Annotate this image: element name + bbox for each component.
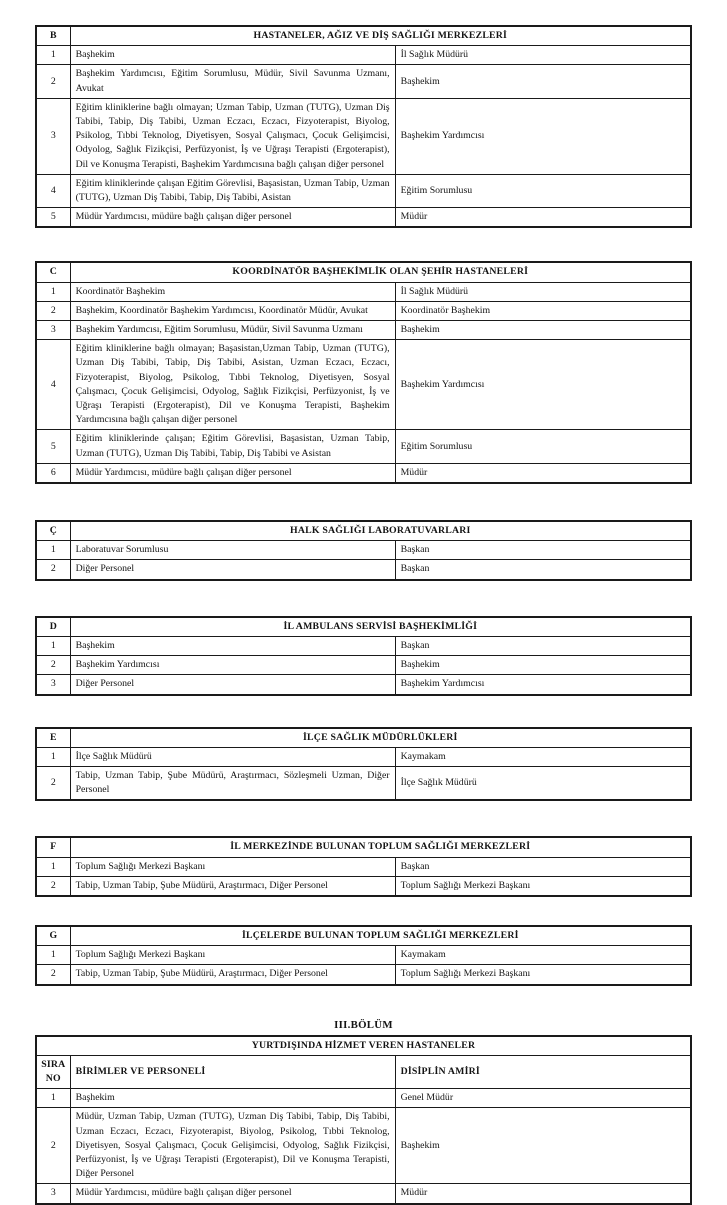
personnel-cell: Başhekim Yardımcısı, Eğitim Sorumlusu, Müdür, Sivil Savunma Uzmanı, Avukat	[70, 65, 395, 98]
personnel-cell: İlçe Sağlık Müdürü	[70, 747, 395, 766]
section-3-heading: III.BÖLÜM	[334, 1018, 393, 1031]
section-table-B	[35, 25, 692, 228]
table-header-row	[36, 728, 691, 748]
row-number: 3	[36, 675, 70, 695]
column-header-row	[36, 1055, 691, 1088]
table-title: HASTANELER, AĞIZ VE DİŞ SAĞLIĞI MERKEZLERİ	[70, 26, 691, 46]
table-row	[36, 208, 691, 228]
personnel-cell: Eğitim kliniklerine bağlı olmayan; Başasistan,Uzman Tabip, Uzman (TUTG), Uzman Diş Tabibi, Tabip, Diş Tabibi, Asistan, Uzman Eczacı, Eczacı, Fizyoterapist, Biyolog, Psikolog, Tıbbi Teknolog, Diyetisyen, Sosyal Çalışmacı, Çocuk Gelişimcisi, Odyolog, Sağlık Fizikçisi, Perfüzyonist, İş ve Uğraşı Terapisti (Ergoterapist), Dil ve Konuşma Terapisti, Başhekim Yardımcısına bağlı çalışan diğer personel	[70, 340, 395, 430]
table-title: İLÇE SAĞLIK MÜDÜRLÜKLERİ	[70, 728, 691, 748]
table-row	[36, 463, 691, 483]
table-header-row	[36, 26, 691, 46]
table-row	[36, 766, 691, 800]
personnel-cell: Diğer Personel	[70, 675, 395, 695]
supervisor-cell: Başhekim Yardımcısı	[395, 98, 691, 174]
supervisor-cell: Koordinatör Başhekim	[395, 301, 691, 320]
table-title: KOORDİNATÖR BAŞHEKİMLİK OLAN ŞEHİR HASTANELERİ	[70, 262, 691, 282]
personnel-cell: Başhekim	[70, 1089, 395, 1108]
personnel-cell: Tabip, Uzman Tabip, Şube Müdürü, Araştırmacı, Sözleşmeli Uzman, Diğer Personel	[70, 766, 395, 800]
table-row	[36, 174, 691, 207]
supervisor-cell: Başhekim	[395, 65, 691, 98]
supervisor-cell: Müdür	[395, 1184, 691, 1204]
row-number: 1	[36, 541, 70, 560]
column-header-personnel: BİRİMLER VE PERSONELİ	[70, 1055, 395, 1088]
supervisor-cell: Başkan	[395, 560, 691, 580]
supervisor-cell: Başkan	[395, 541, 691, 560]
table-letter: B	[36, 26, 70, 46]
supervisor-cell: Başkan	[395, 636, 691, 655]
column-header-supervisor: DİSİPLİN AMİRİ	[395, 1055, 691, 1088]
table-title: HALK SAĞLIĞI LABORATUVARLARI	[70, 521, 691, 541]
personnel-cell: Koordinatör Başhekim	[70, 282, 395, 301]
supervisor-cell: Eğitim Sorumlusu	[395, 174, 691, 207]
table-row	[36, 340, 691, 430]
supervisor-cell: Başhekim	[395, 1108, 691, 1184]
table-header-row	[36, 617, 691, 637]
table-title: İL MERKEZİNDE BULUNAN TOPLUM SAĞLIĞI MERKEZLERİ	[70, 837, 691, 857]
row-number: 2	[36, 301, 70, 320]
personnel-cell: Tabip, Uzman Tabip, Şube Müdürü, Araştırmacı, Diğer Personel	[70, 876, 395, 896]
personnel-cell: Toplum Sağlığı Merkezi Başkanı	[70, 857, 395, 876]
table-row	[36, 321, 691, 340]
supervisor-cell: Kaymakam	[395, 747, 691, 766]
row-number: 1	[36, 747, 70, 766]
row-number: 2	[36, 876, 70, 896]
section-table-E	[35, 727, 692, 802]
table-letter: F	[36, 837, 70, 857]
supervisor-cell: İl Sağlık Müdürü	[395, 282, 691, 301]
table-row	[36, 282, 691, 301]
personnel-cell: Müdür, Uzman Tabip, Uzman (TUTG), Uzman Diş Tabibi, Tabip, Diş Tabibi, Uzman Eczacı, Eczacı, Fizyoterapist, Biyolog, Psikolog, Tıbbi Teknolog, Diyetisyen, Sosyal Çalışmacı, Çocuk Gelişimcisi, Odyolog, Sağlık Fizikçisi, Perfüzyonist, İş ve Uğraşı Terapisti (Ergoterapist), Dil ve Konuşma Terapisti, Diğer Personel	[70, 1108, 395, 1184]
row-number: 3	[36, 98, 70, 174]
personnel-cell: Başhekim Yardımcısı, Eğitim Sorumlusu, Müdür, Sivil Savunma Uzmanı	[70, 321, 395, 340]
table-row	[36, 946, 691, 965]
table-row	[36, 46, 691, 65]
personnel-cell: Başhekim	[70, 636, 395, 655]
row-number: 2	[36, 65, 70, 98]
personnel-cell: Tabip, Uzman Tabip, Şube Müdürü, Araştırmacı, Diğer Personel	[70, 965, 395, 985]
table-letter: E	[36, 728, 70, 748]
row-number: 1	[36, 282, 70, 301]
table-row	[36, 965, 691, 985]
personnel-cell: Eğitim kliniklerine bağlı olmayan; Uzman Tabip, Uzman (TUTG), Uzman Diş Tabibi, Tabip, Diş Tabibi, Uzman Eczacı, Eczacı, Fizyoterapist, Biyolog, Psikolog, Tıbbi Teknolog, Diyetisyen, Sosyal Çalışmacı, Çocuk Gelişimcisi, Odyolog, Sağlık Fizikçisi, Perfüzyonist, İş ve Uğraşı Terapisti (Ergoterapist), Dil ve Konuşma Terapisti, Başhekim Yardımcısına bağlı çalışan diğer personel	[70, 98, 395, 174]
table-row	[36, 301, 691, 320]
table-title: YURTDIŞINDA HİZMET VEREN HASTANELER	[36, 1036, 691, 1056]
personnel-cell: Diğer Personel	[70, 560, 395, 580]
supervisor-cell: Kaymakam	[395, 946, 691, 965]
personnel-cell: Başhekim	[70, 46, 395, 65]
supervisor-cell: Eğitim Sorumlusu	[395, 430, 691, 463]
row-number: 3	[36, 321, 70, 340]
table-row	[36, 541, 691, 560]
personnel-cell: Müdür Yardımcısı, müdüre bağlı çalışan diğer personel	[70, 463, 395, 483]
table-header-row	[36, 262, 691, 282]
personnel-cell: Başhekim, Koordinatör Başhekim Yardımcısı, Koordinatör Müdür, Avukat	[70, 301, 395, 320]
table-header-row	[36, 521, 691, 541]
personnel-cell: Müdür Yardımcısı, müdüre bağlı çalışan diğer personel	[70, 208, 395, 228]
supervisor-cell: Müdür	[395, 463, 691, 483]
table-row	[36, 857, 691, 876]
row-number: 2	[36, 656, 70, 675]
supervisor-cell: Genel Müdür	[395, 1089, 691, 1108]
row-number: 5	[36, 430, 70, 463]
row-number: 2	[36, 766, 70, 800]
supervisor-cell: Toplum Sağlığı Merkezi Başkanı	[395, 876, 691, 896]
table-row	[36, 636, 691, 655]
table-row	[36, 560, 691, 580]
supervisor-cell: İlçe Sağlık Müdürü	[395, 766, 691, 800]
row-number: 6	[36, 463, 70, 483]
table-letter: G	[36, 926, 70, 946]
supervisor-cell: Başhekim	[395, 321, 691, 340]
table-row	[36, 65, 691, 98]
table-row	[36, 656, 691, 675]
table-header-row	[36, 926, 691, 946]
section-table-F	[35, 836, 692, 897]
row-number: 1	[36, 1089, 70, 1108]
section-table-C	[35, 261, 692, 484]
row-number: 1	[36, 857, 70, 876]
row-number: 1	[36, 636, 70, 655]
table-row	[36, 876, 691, 896]
table-row	[36, 98, 691, 174]
row-number: 5	[36, 208, 70, 228]
personnel-cell: Başhekim Yardımcısı	[70, 656, 395, 675]
section-table-Ç	[35, 520, 692, 581]
row-number: 1	[36, 946, 70, 965]
table-letter: C	[36, 262, 70, 282]
supervisor-cell: İl Sağlık Müdürü	[395, 46, 691, 65]
table-row	[36, 1108, 691, 1184]
personnel-cell: Eğitim kliniklerinde çalışan; Eğitim Görevlisi, Başasistan, Uzman Tabip, Uzman (TUTG), Uzman Diş Tabibi, Tabip, Diş Tabibi ve Asistan	[70, 430, 395, 463]
table-letter: D	[36, 617, 70, 637]
section-table-D	[35, 616, 692, 696]
table-header-row	[36, 837, 691, 857]
column-header-sira-no: SIRA NO	[36, 1055, 70, 1088]
row-number: 2	[36, 965, 70, 985]
table-row	[36, 1184, 691, 1204]
table-header-row	[36, 1036, 691, 1056]
row-number: 2	[36, 560, 70, 580]
table-row	[36, 430, 691, 463]
row-number: 4	[36, 174, 70, 207]
row-number: 1	[36, 46, 70, 65]
table-row	[36, 1089, 691, 1108]
table-title: İL AMBULANS SERVİSİ BAŞHEKİMLİĞİ	[70, 617, 691, 637]
table-row	[36, 747, 691, 766]
supervisor-cell: Başhekim Yardımcısı	[395, 675, 691, 695]
supervisor-cell: Başkan	[395, 857, 691, 876]
table-row	[36, 675, 691, 695]
personnel-cell: Müdür Yardımcısı, müdüre bağlı çalışan diğer personel	[70, 1184, 395, 1204]
personnel-cell: Toplum Sağlığı Merkezi Başkanı	[70, 946, 395, 965]
supervisor-cell: Başhekim Yardımcısı	[395, 340, 691, 430]
section-3-table	[35, 1035, 692, 1205]
row-number: 2	[36, 1108, 70, 1184]
personnel-cell: Eğitim kliniklerinde çalışan Eğitim Görevlisi, Başasistan, Uzman Tabip, Uzman (TUTG), Uzman Diş Tabibi, Tabip, Diş Tabibi, Asistan	[70, 174, 395, 207]
row-number: 4	[36, 340, 70, 430]
supervisor-cell: Müdür	[395, 208, 691, 228]
table-letter: Ç	[36, 521, 70, 541]
section-table-G	[35, 925, 692, 986]
supervisor-cell: Toplum Sağlığı Merkezi Başkanı	[395, 965, 691, 985]
supervisor-cell: Başhekim	[395, 656, 691, 675]
table-title: İLÇELERDE BULUNAN TOPLUM SAĞLIĞI MERKEZLERİ	[70, 926, 691, 946]
row-number: 3	[36, 1184, 70, 1204]
personnel-cell: Laboratuvar Sorumlusu	[70, 541, 395, 560]
